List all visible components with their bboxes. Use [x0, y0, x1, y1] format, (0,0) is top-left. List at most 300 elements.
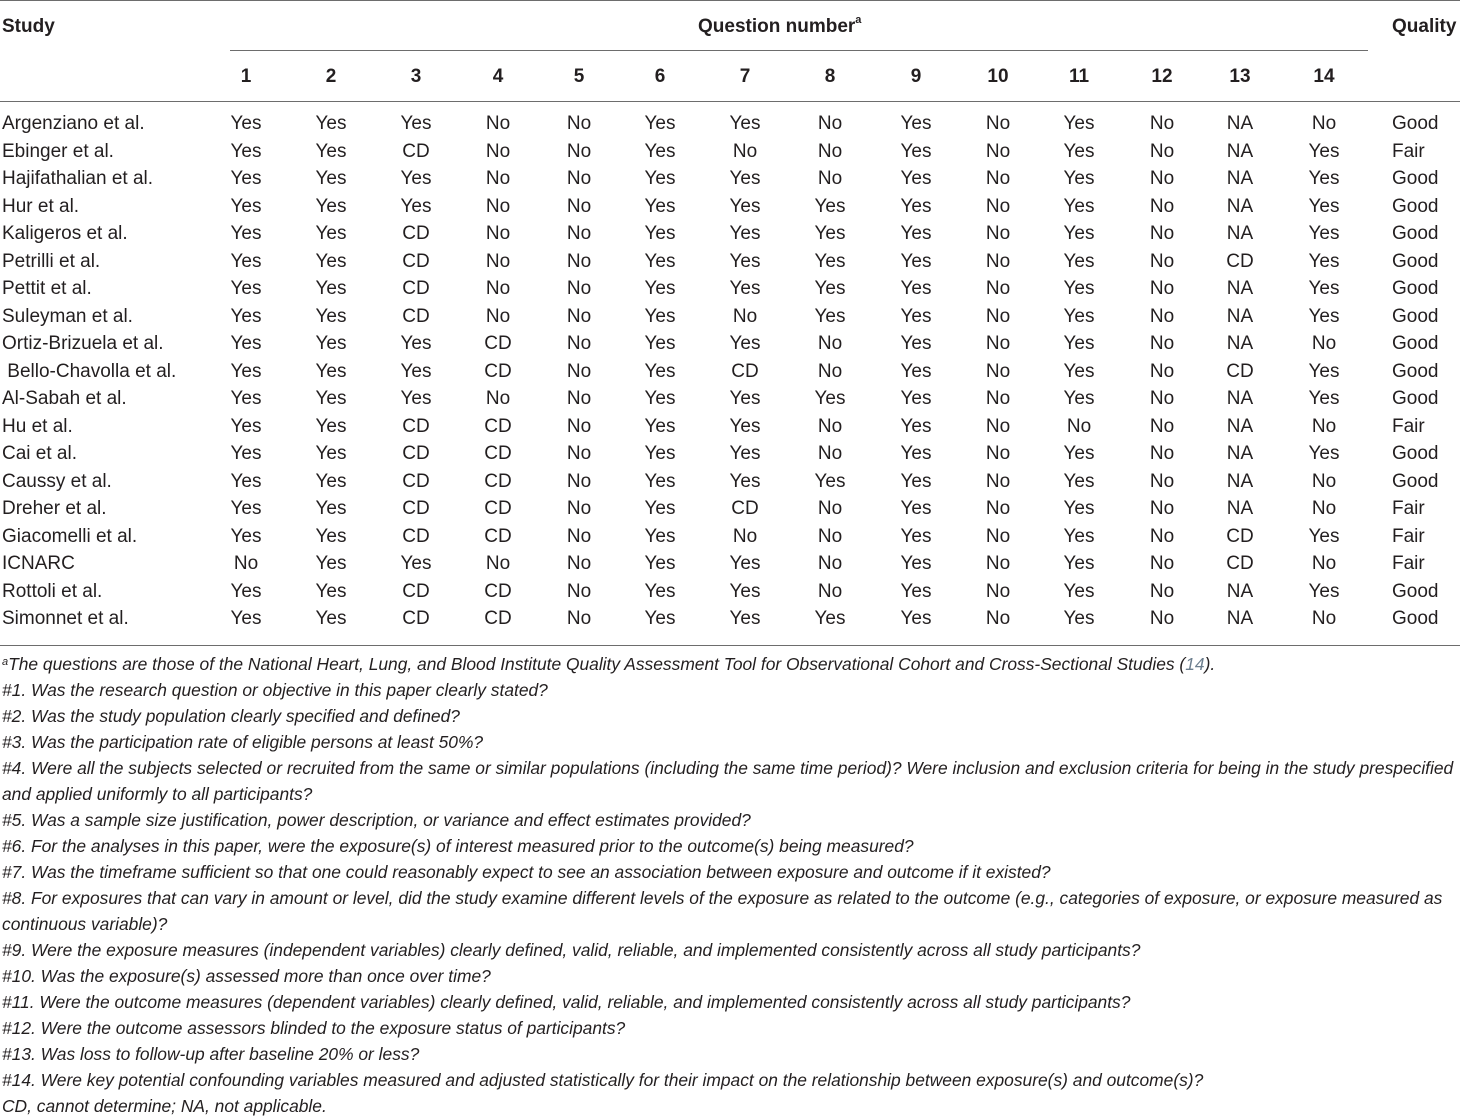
quality-rating: Good — [1392, 168, 1439, 189]
answer-q4: CD — [484, 415, 512, 437]
answer-q10: No — [985, 278, 1011, 299]
answer-q14: Yes — [1308, 223, 1340, 244]
answer-q3: CD — [402, 250, 430, 272]
answer-q12: No — [1149, 250, 1175, 272]
answer-q14: Yes — [1308, 443, 1340, 464]
answer-q2: Yes — [315, 498, 347, 519]
question-note-9: #9. Were the exposure measures (independent variables) clearly defined, valid, reliable, and implemented consistently across all study participants? — [2, 940, 1141, 960]
answer-q13: NA — [1226, 498, 1254, 519]
answer-q6: Yes — [644, 113, 676, 134]
answer-q8: No — [817, 580, 843, 602]
answer-q1: Yes — [230, 168, 262, 189]
header-question-number-label: Question number — [698, 16, 856, 37]
answer-q14: Yes — [1308, 525, 1340, 547]
answer-q11: Yes — [1063, 278, 1095, 299]
answer-q3: Yes — [400, 388, 432, 409]
answer-q2: Yes — [315, 195, 347, 217]
answer-q3: Yes — [400, 360, 432, 382]
quality-rating: Fair — [1392, 415, 1425, 437]
answer-q7: Yes — [729, 553, 761, 574]
answer-q8: No — [817, 498, 843, 519]
answer-q7: CD — [731, 360, 759, 382]
column-header-q6: 6 — [654, 66, 666, 87]
answer-q2: Yes — [315, 608, 347, 629]
question-note-12: #12. Were the outcome assessors blinded to the exposure status of participants? — [2, 1018, 626, 1038]
table-footnotes — [2, 651, 1458, 1119]
answer-q14: No — [1311, 470, 1337, 492]
footnote-intro — [2, 651, 1458, 677]
study-name: Hajifathalian et al. — [2, 168, 154, 189]
answer-q10: No — [985, 333, 1011, 354]
answer-q2: Yes — [315, 415, 347, 437]
answer-q2: Yes — [315, 333, 347, 354]
answer-q12: No — [1149, 333, 1175, 354]
table-top-rule — [0, 0, 1460, 1]
answer-q4: No — [485, 553, 511, 574]
answer-q1: Yes — [230, 525, 262, 547]
answer-q3: CD — [402, 525, 430, 547]
answer-q1: No — [233, 553, 259, 574]
answer-q2: Yes — [315, 223, 347, 244]
answer-q13: NA — [1226, 195, 1254, 217]
table-row — [0, 498, 1460, 525]
answer-q13: NA — [1226, 608, 1254, 629]
answer-q14: Yes — [1308, 168, 1340, 189]
answer-q4: CD — [484, 608, 512, 629]
answer-q8: Yes — [814, 278, 846, 299]
answer-q11: Yes — [1063, 333, 1095, 354]
answer-q11: No — [1066, 415, 1092, 437]
answer-q10: No — [985, 140, 1011, 162]
answer-q7: Yes — [729, 415, 761, 437]
answer-q4: CD — [484, 443, 512, 464]
answer-q4: No — [485, 195, 511, 217]
answer-q3: Yes — [400, 113, 432, 134]
answer-q12: No — [1149, 168, 1175, 189]
answer-q1: Yes — [230, 113, 262, 134]
answer-q2: Yes — [315, 525, 347, 547]
answer-q8: No — [817, 333, 843, 354]
answer-q4: CD — [484, 525, 512, 547]
question-subheader-rule — [230, 50, 1368, 51]
answer-q3: CD — [402, 278, 430, 299]
answer-q4: No — [485, 113, 511, 134]
answer-q1: Yes — [230, 388, 262, 409]
answer-q13: NA — [1226, 278, 1254, 299]
answer-q3: CD — [402, 580, 430, 602]
answer-q7: Yes — [729, 608, 761, 629]
answer-q9: Yes — [900, 608, 932, 629]
answer-q2: Yes — [315, 470, 347, 492]
footnote-intro-text: The questions are those of the National Heart, Lung, and Blood Institute Quality Assessment Tool for Observational Cohort and Cross-Sectional Studies ( — [8, 654, 1186, 674]
answer-q4: No — [485, 388, 511, 409]
answer-q1: Yes — [230, 608, 262, 629]
answer-q12: No — [1149, 140, 1175, 162]
answer-q10: No — [985, 580, 1011, 602]
footnote-intro-marker: a — [2, 656, 9, 668]
answer-q3: CD — [402, 443, 430, 464]
answer-q2: Yes — [315, 140, 347, 162]
answer-q14: No — [1311, 608, 1337, 629]
answer-q4: CD — [484, 360, 512, 382]
question-note-13: #13. Was loss to follow-up after baseline 20% or less? — [2, 1044, 420, 1064]
answer-q2: Yes — [315, 580, 347, 602]
table-row — [0, 471, 1460, 498]
study-name: ICNARC — [2, 553, 75, 574]
study-name: Hur et al. — [2, 195, 80, 217]
header-quality: Quality — [1392, 16, 1457, 37]
quality-rating: Good — [1392, 608, 1439, 629]
answer-q2: Yes — [315, 278, 347, 299]
answer-q9: Yes — [900, 250, 932, 272]
quality-rating: Good — [1392, 443, 1439, 464]
column-header-q7: 7 — [739, 66, 751, 87]
answer-q4: CD — [484, 333, 512, 354]
answer-q1: Yes — [230, 278, 262, 299]
answer-q6: Yes — [644, 195, 676, 217]
answer-q10: No — [985, 443, 1011, 464]
answer-q9: Yes — [900, 553, 932, 574]
answer-q5: No — [566, 250, 592, 272]
answer-q14: No — [1311, 415, 1337, 437]
answer-q4: CD — [484, 580, 512, 602]
answer-q5: No — [566, 305, 592, 327]
quality-rating: Fair — [1392, 553, 1425, 574]
answer-q9: Yes — [900, 140, 932, 162]
reference-link[interactable]: 14 — [1185, 654, 1205, 674]
answer-q10: No — [985, 113, 1011, 134]
answer-q6: Yes — [644, 470, 676, 492]
answer-q3: CD — [402, 305, 430, 327]
answer-q2: Yes — [315, 388, 347, 409]
answer-q10: No — [985, 525, 1011, 547]
answer-q12: No — [1149, 525, 1175, 547]
answer-q13: NA — [1226, 470, 1254, 492]
answer-q12: No — [1149, 553, 1175, 574]
answer-q7: No — [732, 525, 758, 547]
column-header-q14: 14 — [1313, 66, 1335, 87]
answer-q2: Yes — [315, 305, 347, 327]
answer-q7: Yes — [729, 195, 761, 217]
answer-q12: No — [1149, 498, 1175, 519]
answer-q2: Yes — [315, 553, 347, 574]
quality-rating: Good — [1392, 195, 1439, 217]
column-header-q11: 11 — [1068, 66, 1090, 87]
answer-q6: Yes — [644, 608, 676, 629]
answer-q9: Yes — [900, 168, 932, 189]
study-name: Simonnet et al. — [2, 608, 129, 629]
answer-q5: No — [566, 333, 592, 354]
study-name: Bello-Chavolla et al. — [2, 360, 177, 382]
answer-q13: NA — [1226, 443, 1254, 464]
answer-q3: CD — [402, 223, 430, 244]
answer-q7: No — [732, 305, 758, 327]
answer-q7: Yes — [729, 470, 761, 492]
quality-rating: Good — [1392, 278, 1439, 299]
answer-q4: No — [485, 250, 511, 272]
answer-q7: Yes — [729, 278, 761, 299]
answer-q9: Yes — [900, 498, 932, 519]
answer-q5: No — [566, 168, 592, 189]
table-row — [0, 196, 1460, 223]
table-row — [0, 443, 1460, 470]
study-name: Caussy et al. — [2, 470, 112, 492]
answer-q8: Yes — [814, 305, 846, 327]
answer-q14: No — [1311, 553, 1337, 574]
answer-q11: Yes — [1063, 470, 1095, 492]
table-row — [0, 388, 1460, 415]
answer-q10: No — [985, 195, 1011, 217]
answer-q6: Yes — [644, 360, 676, 382]
answer-q1: Yes — [230, 223, 262, 244]
answer-q5: No — [566, 443, 592, 464]
answer-q11: Yes — [1063, 608, 1095, 629]
table-row — [0, 306, 1460, 333]
answer-q9: Yes — [900, 305, 932, 327]
answer-q12: No — [1149, 608, 1175, 629]
answer-q1: Yes — [230, 140, 262, 162]
question-note-1: #1. Was the research question or objective in this paper clearly stated? — [2, 680, 548, 700]
answer-q2: Yes — [315, 168, 347, 189]
question-note-14: #14. Were key potential confounding variables measured and adjusted statistically for their impact on the relationship between exposure(s) and outcome(s)? — [2, 1070, 1204, 1090]
answer-q8: No — [817, 168, 843, 189]
study-name: Argenziano et al. — [2, 113, 145, 134]
answer-q7: Yes — [729, 168, 761, 189]
answer-q11: Yes — [1063, 388, 1095, 409]
answer-q6: Yes — [644, 553, 676, 574]
answer-q1: Yes — [230, 250, 262, 272]
answer-q11: Yes — [1063, 168, 1095, 189]
answer-q8: No — [817, 140, 843, 162]
study-name: Al-Sabah et al. — [2, 388, 127, 409]
answer-q7: Yes — [729, 388, 761, 409]
answer-q5: No — [566, 388, 592, 409]
column-header-q8: 8 — [824, 66, 836, 87]
answer-q3: CD — [402, 498, 430, 519]
column-header-q9: 9 — [910, 66, 922, 87]
study-name: Pettit et al. — [2, 278, 92, 299]
answer-q4: No — [485, 305, 511, 327]
answer-q12: No — [1149, 360, 1175, 382]
quality-rating: Good — [1392, 333, 1439, 354]
column-header-q3: 3 — [410, 66, 422, 87]
table-row — [0, 526, 1460, 553]
answer-q1: Yes — [230, 580, 262, 602]
answer-q14: Yes — [1308, 360, 1340, 382]
answer-q8: Yes — [814, 250, 846, 272]
answer-q10: No — [985, 415, 1011, 437]
answer-q9: Yes — [900, 443, 932, 464]
answer-q3: CD — [402, 140, 430, 162]
answer-q5: No — [566, 113, 592, 134]
abbreviations-note: CD, cannot determine; NA, not applicable. — [2, 1096, 327, 1116]
answer-q9: Yes — [900, 333, 932, 354]
answer-q2: Yes — [315, 250, 347, 272]
answer-q1: Yes — [230, 498, 262, 519]
answer-q3: CD — [402, 608, 430, 629]
answer-q10: No — [985, 168, 1011, 189]
quality-rating: Good — [1392, 470, 1439, 492]
answer-q5: No — [566, 470, 592, 492]
quality-rating: Fair — [1392, 498, 1425, 519]
quality-rating: Fair — [1392, 140, 1425, 162]
answer-q1: Yes — [230, 305, 262, 327]
table-row — [0, 581, 1460, 608]
study-name: Suleyman et al. — [2, 305, 133, 327]
answer-q13: CD — [1226, 250, 1254, 272]
answer-q4: No — [485, 168, 511, 189]
answer-q11: Yes — [1063, 305, 1095, 327]
answer-q14: No — [1311, 113, 1337, 134]
column-header-q2: 2 — [325, 66, 337, 87]
answer-q12: No — [1149, 415, 1175, 437]
answer-q5: No — [566, 525, 592, 547]
answer-q6: Yes — [644, 443, 676, 464]
column-header-q12: 12 — [1151, 66, 1173, 87]
answer-q13: NA — [1226, 223, 1254, 244]
column-header-q5: 5 — [573, 66, 585, 87]
answer-q8: No — [817, 415, 843, 437]
answer-q6: Yes — [644, 305, 676, 327]
question-note-4: #4. Were all the subjects selected or recruited from the same or similar populations (including the same time period)? Were inclusion and exclusion criteria for being in the study prespecified and applied uniformly to all participants? — [2, 758, 1454, 804]
answer-q10: No — [985, 553, 1011, 574]
answer-q11: Yes — [1063, 113, 1095, 134]
answer-q1: Yes — [230, 360, 262, 382]
answer-q7: Yes — [729, 443, 761, 464]
answer-q14: Yes — [1308, 278, 1340, 299]
answer-q14: Yes — [1308, 140, 1340, 162]
answer-q13: CD — [1226, 553, 1254, 574]
answer-q1: Yes — [230, 195, 262, 217]
answer-q8: Yes — [814, 470, 846, 492]
answer-q6: Yes — [644, 525, 676, 547]
quality-rating: Good — [1392, 580, 1439, 602]
answer-q13: NA — [1226, 415, 1254, 437]
question-note-5: #5. Was a sample size justification, power description, or variance and effect estimates provided? — [2, 810, 751, 830]
study-name: Dreher et al. — [2, 498, 107, 519]
answer-q8: Yes — [814, 388, 846, 409]
answer-q9: Yes — [900, 278, 932, 299]
answer-q9: Yes — [900, 360, 932, 382]
answer-q11: Yes — [1063, 360, 1095, 382]
answer-q8: Yes — [814, 223, 846, 244]
answer-q10: No — [985, 498, 1011, 519]
table-row — [0, 168, 1460, 195]
answer-q3: CD — [402, 470, 430, 492]
answer-q2: Yes — [315, 113, 347, 134]
table-row — [0, 333, 1460, 360]
answer-q9: Yes — [900, 388, 932, 409]
answer-q6: Yes — [644, 140, 676, 162]
answer-q12: No — [1149, 195, 1175, 217]
question-note-3: #3. Was the participation rate of eligible persons at least 50%? — [2, 732, 484, 752]
study-name: Ebinger et al. — [2, 140, 114, 162]
answer-q8: Yes — [814, 608, 846, 629]
question-note-8: #8. For exposures that can vary in amount or level, did the study examine different levels of the exposure as related to the outcome (e.g., categories of exposure, or exposure measured as continuous variable)? — [2, 888, 1443, 934]
answer-q12: No — [1149, 470, 1175, 492]
answer-q7: Yes — [729, 250, 761, 272]
answer-q4: CD — [484, 470, 512, 492]
answer-q8: Yes — [814, 195, 846, 217]
answer-q11: Yes — [1063, 140, 1095, 162]
answer-q10: No — [985, 250, 1011, 272]
quality-rating: Good — [1392, 250, 1439, 272]
answer-q12: No — [1149, 388, 1175, 409]
answer-q5: No — [566, 553, 592, 574]
answer-q13: NA — [1226, 305, 1254, 327]
answer-q13: NA — [1226, 140, 1254, 162]
answer-q5: No — [566, 608, 592, 629]
quality-rating: Fair — [1392, 525, 1425, 547]
answer-q2: Yes — [315, 443, 347, 464]
answer-q13: NA — [1226, 388, 1254, 409]
answer-q2: Yes — [315, 360, 347, 382]
table-row — [0, 251, 1460, 278]
study-name: Giacomelli et al. — [2, 525, 138, 547]
column-header-q13: 13 — [1229, 66, 1251, 87]
answer-q5: No — [566, 360, 592, 382]
answer-q10: No — [985, 608, 1011, 629]
answer-q3: Yes — [400, 553, 432, 574]
question-note-6: #6. For the analyses in this paper, were the exposure(s) of interest measured prior to the outcome(s) being measured? — [2, 836, 914, 856]
answer-q7: Yes — [729, 223, 761, 244]
answer-q10: No — [985, 388, 1011, 409]
answer-q14: No — [1311, 333, 1337, 354]
answer-q7: Yes — [729, 580, 761, 602]
study-name: Hu et al. — [2, 415, 73, 437]
question-note-11: #11. Were the outcome measures (dependent variables) clearly defined, valid, reliable, and implemented consistently across all study participants? — [2, 992, 1131, 1012]
study-name: Petrilli et al. — [2, 250, 101, 272]
answer-q4: No — [485, 278, 511, 299]
answer-q13: NA — [1226, 333, 1254, 354]
table-row — [0, 113, 1460, 140]
answer-q14: Yes — [1308, 195, 1340, 217]
table-header-rule — [0, 101, 1460, 102]
answer-q9: Yes — [900, 580, 932, 602]
answer-q5: No — [566, 195, 592, 217]
question-list — [2, 677, 1458, 1093]
answer-q1: Yes — [230, 333, 262, 354]
column-header-q4: 4 — [492, 66, 504, 87]
table-row — [0, 416, 1460, 443]
answer-q13: CD — [1226, 360, 1254, 382]
quality-rating: Good — [1392, 360, 1439, 382]
answer-q9: Yes — [900, 223, 932, 244]
table-row — [0, 608, 1460, 635]
answer-q12: No — [1149, 223, 1175, 244]
answer-q5: No — [566, 278, 592, 299]
answer-q4: No — [485, 223, 511, 244]
answer-q6: Yes — [644, 278, 676, 299]
answer-q6: Yes — [644, 223, 676, 244]
answer-q14: Yes — [1308, 580, 1340, 602]
answer-q8: No — [817, 525, 843, 547]
answer-q13: NA — [1226, 580, 1254, 602]
quality-rating: Good — [1392, 388, 1439, 409]
footnote-intro-end: ). — [1204, 654, 1216, 674]
answer-q1: Yes — [230, 470, 262, 492]
answer-q3: Yes — [400, 168, 432, 189]
answer-q6: Yes — [644, 415, 676, 437]
answer-q1: Yes — [230, 443, 262, 464]
answer-q7: No — [732, 140, 758, 162]
header-study: Study — [2, 16, 55, 37]
answer-q13: NA — [1226, 113, 1254, 134]
answer-q9: Yes — [900, 470, 932, 492]
quality-rating: Good — [1392, 113, 1439, 134]
answer-q14: Yes — [1308, 250, 1340, 272]
answer-q6: Yes — [644, 168, 676, 189]
